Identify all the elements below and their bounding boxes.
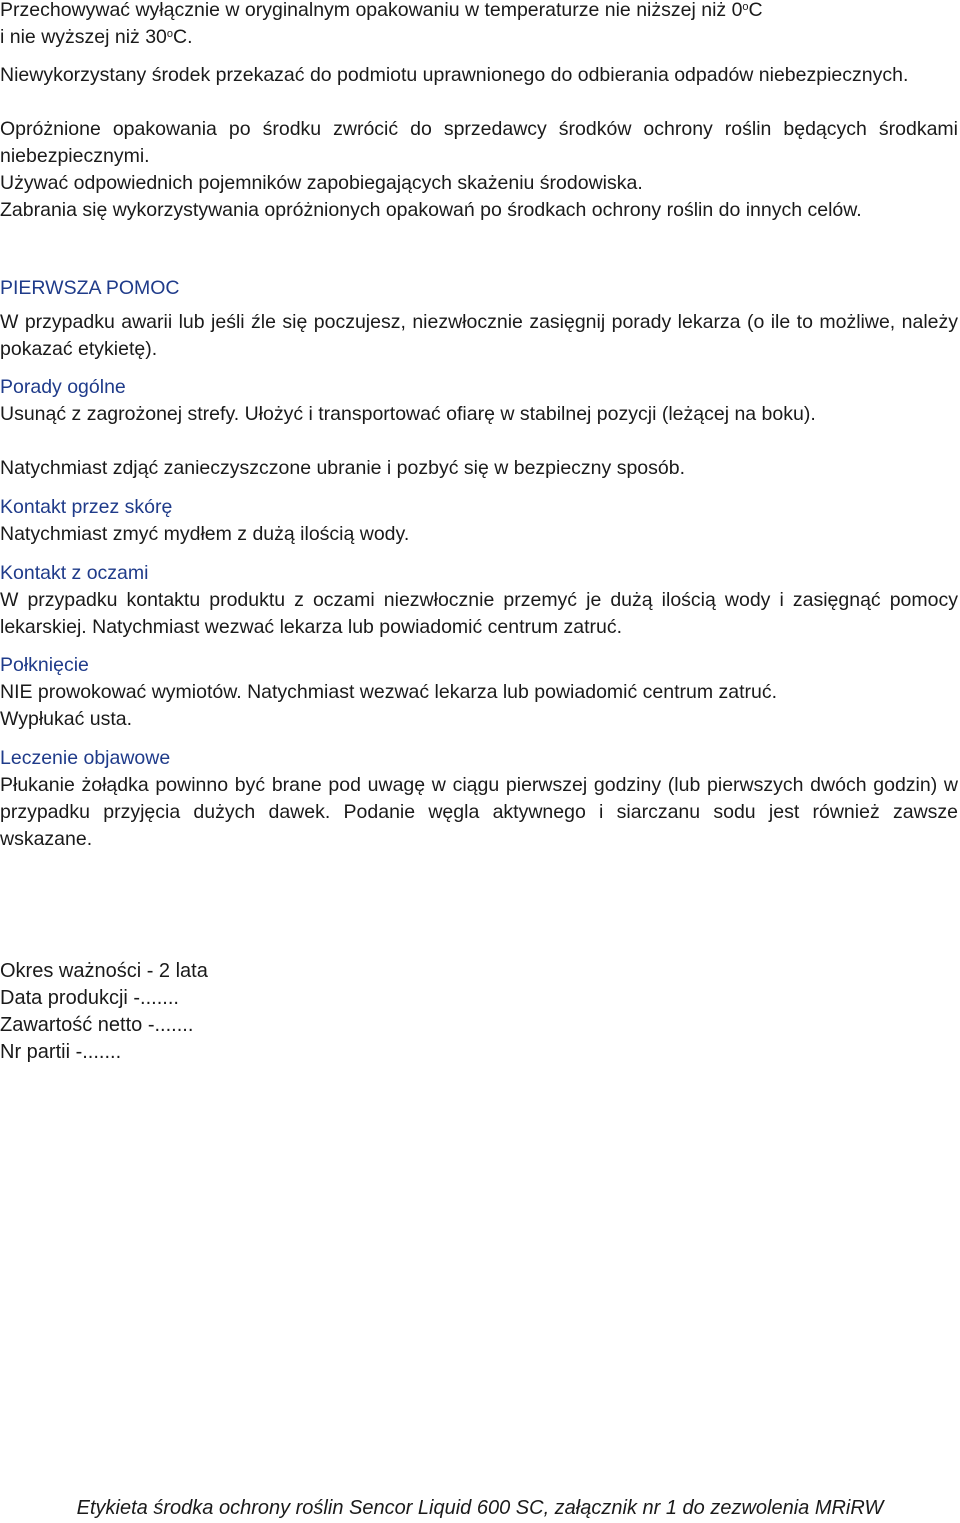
disposal-paragraph: Opróżnione opakowania po środku zwrócić do sprzedawcy środków ochrony roślin będących środkami niebezpiecznymi. bbox=[0, 118, 958, 167]
shelf-life: Okres ważności - 2 lata bbox=[0, 960, 208, 982]
first-aid-intro: W przypadku awarii lub jeśli źle się poczujesz, niezwłocznie zasięgnij porady lekarza (o ile to możliwe, należy pokazać etykietę). bbox=[0, 311, 958, 360]
section-paragraph: Natychmiast zmyć mydłem z dużą ilością wody. bbox=[0, 523, 410, 545]
section-heading-symptomatic-treatment: Leczenie objawowe bbox=[0, 747, 171, 769]
disposal-paragraph: Używać odpowiednich pojemników zapobiegających skażeniu środowiska. bbox=[0, 172, 643, 194]
product-info bbox=[0, 958, 958, 1066]
section-paragraph: Wypłukać usta. bbox=[0, 708, 133, 730]
section-heading-eye-contact: Kontakt z oczami bbox=[0, 562, 149, 584]
storage-line-2: i nie wyższej niż 30$^o$C. bbox=[0, 26, 193, 48]
disposal-paragraph: Zabrania się wykorzystywania opróżnionych opakowań po środkach ochrony roślin do innych celów. bbox=[0, 199, 862, 221]
section-paragraph: NIE prowokować wymiotów. Natychmiast wezwać lekarza lub powiadomić centrum zatruć. bbox=[0, 681, 778, 703]
section-heading-skin-contact: Kontakt przez skórę bbox=[0, 496, 173, 518]
storage-instructions bbox=[0, 0, 958, 51]
batch-number: Nr partii -....... bbox=[0, 1041, 122, 1063]
page-footer: Etykieta środka ochrony roślin Sencor Liquid 600 SC, załącznik nr 1 do zezwolenia MRiRW bbox=[76, 1497, 884, 1519]
section-paragraph: Usunąć z zagrożonej strefy. Ułożyć i transportować ofiarę w stabilnej pozycji (leżącej na boku). bbox=[0, 403, 816, 425]
section-paragraph: W przypadku kontaktu produktu z oczami niezwłocznie przemyć je dużą ilością wody i zasięgnąć pomocy lekarskiej. Natychmiast wezwać lekarza lub powiadomić centrum zatruć. bbox=[0, 589, 958, 638]
storage-line-1: Przechowywać wyłącznie w oryginalnym opakowaniu w temperaturze nie niższej niż 0$^o$C bbox=[0, 0, 763, 21]
section-heading-ingestion: Połknięcie bbox=[0, 654, 89, 676]
production-date: Data produkcji -....... bbox=[0, 987, 179, 1009]
disposal-paragraph: Niewykorzystany środek przekazać do podmiotu uprawnionego do odbierania odpadów niebezpiecznych. bbox=[0, 64, 909, 86]
net-content: Zawartość netto -....... bbox=[0, 1014, 194, 1036]
section-paragraph: Płukanie żołądka powinno być brane pod uwagę w ciągu pierwszej godziny (lub pierwszych dwóch godzin) w przypadku przyjęcia dużych dawek. Podanie węgla aktywnego i siarczanu sodu jest również zawsze wskazane. bbox=[0, 774, 958, 850]
first-aid-title: PIERWSZA POMOC bbox=[0, 277, 180, 299]
section-paragraph: Natychmiast zdjąć zanieczyszczone ubranie i pozbyć się w bezpieczny sposób. bbox=[0, 457, 685, 479]
section-heading-general-advice: Porady ogólne bbox=[0, 376, 126, 398]
